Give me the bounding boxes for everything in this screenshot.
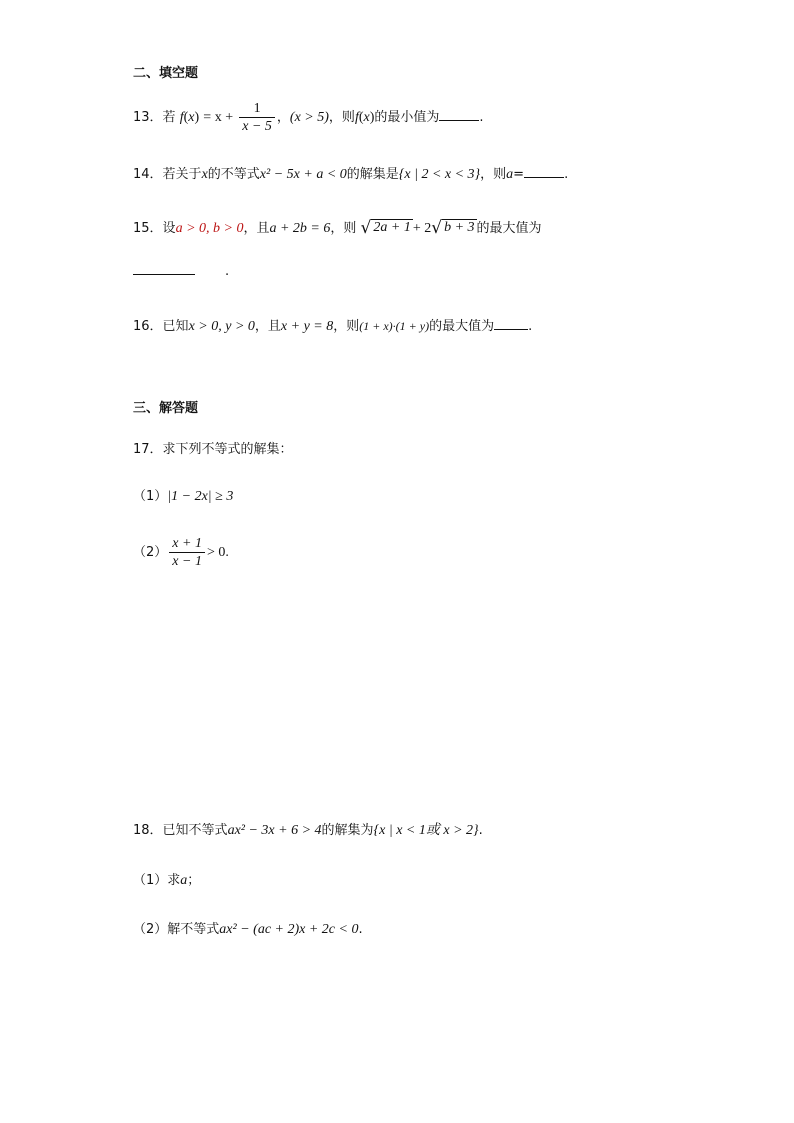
- question-15-answer-line: .: [133, 260, 229, 282]
- answer-blank[interactable]: [494, 315, 528, 330]
- question-number: 18．: [133, 823, 163, 838]
- section-title-fill-in: 二、填空题: [133, 66, 199, 81]
- question-15: 15．设a > 0, b > 0，且a + 2b = 6，则 √ 2a + 1 + 2√ b + 3 的最大值为: [133, 218, 542, 238]
- question-17-part-1: （1）|1 − 2x| ≥ 3: [133, 489, 234, 504]
- answer-blank[interactable]: [524, 163, 564, 178]
- question-18-part-2: （2）解不等式ax² − (ac + 2)x + 2c < 0.: [133, 922, 363, 937]
- fraction: $\frac{1}{x - 5}$: [239, 100, 275, 135]
- question-17-part-2: （2） $\frac{x + 1}{x - 1}$ > 0.: [133, 536, 229, 569]
- question-17: 17．求下列不等式的解集：: [133, 442, 293, 457]
- section-title-answer: 三、解答题: [133, 401, 199, 416]
- question-14: 14．若关于x的不等式x² − 5x + a < 0的解集是{x | 2 < x < 3}，则a= .: [133, 163, 568, 185]
- question-18-part-1: （1）求a；: [133, 873, 201, 888]
- question-number: 14．: [133, 167, 163, 182]
- question-16: 16．已知x > 0, y > 0，且x + y = 8，则(1 + x)·(1 + y)的最大值为 .: [133, 315, 532, 337]
- question-number: 15．: [133, 220, 163, 236]
- square-root: √ 2a + 1: [360, 218, 411, 238]
- question-number: 16．: [133, 319, 163, 334]
- question-number: 17．: [133, 442, 163, 457]
- question-18: 18．已知不等式ax² − 3x + 6 > 4的解集为{x | x < 1或 x > 2}.: [133, 823, 483, 838]
- fraction: $\frac{x + 1}{x - 1}$: [169, 535, 205, 570]
- question-13: 13．若 f(x) = x + $\frac{1}{x - 5}$ ，(x > 5)，则f(x)的最小值为 .: [133, 101, 484, 134]
- answer-blank[interactable]: [133, 260, 195, 275]
- question-number: 13．: [133, 110, 163, 125]
- answer-blank[interactable]: [439, 106, 479, 121]
- square-root: √ b + 3: [431, 218, 475, 238]
